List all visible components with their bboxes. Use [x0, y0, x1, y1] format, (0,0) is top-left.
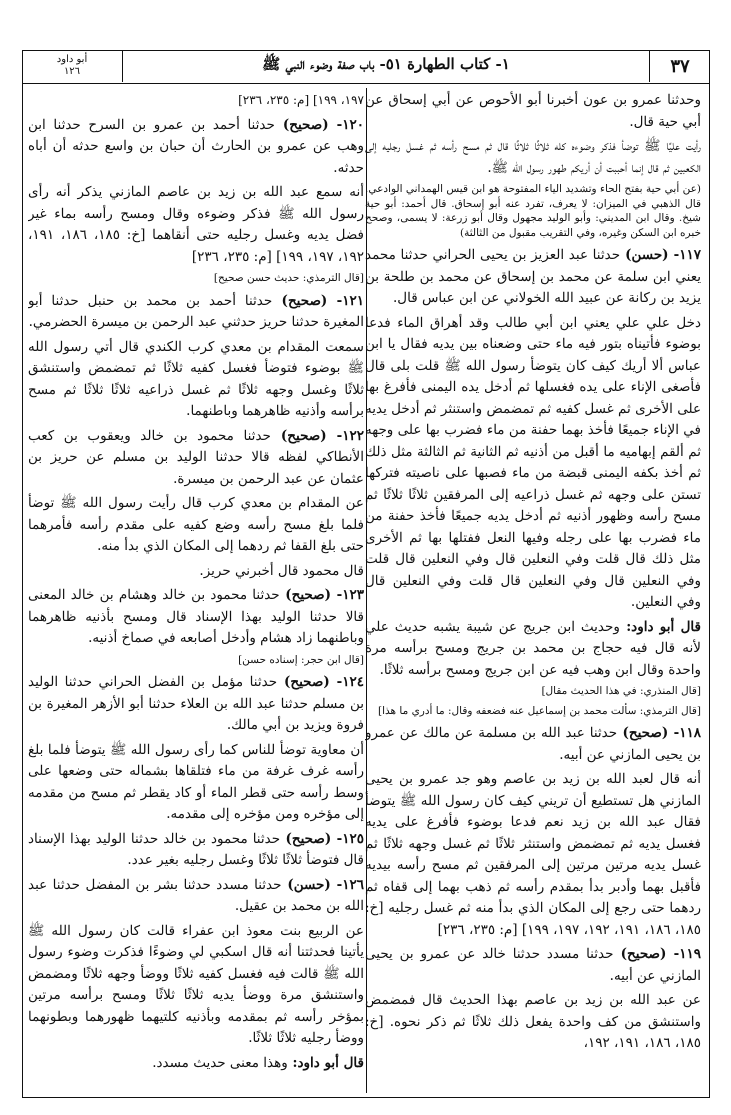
hadith-paragraph — [365, 769, 701, 941]
paragraph-text: سمعت المقدام بن معدي كرب الكندي قال أتي رسول الله ﷺ بوضوء فتوضأ فغسل كفيه ثلاثًا ثم تمضمض واستنشق ثلاثًا وغسل وجهه ثلاثًا ثم غسل ذراعيه ثلاثًا ثلاثًا ثم مسح برأسه وأذنيه ظاهرهما وباطنهما. — [28, 338, 364, 419]
page-number: ٣٧ — [649, 50, 710, 82]
left-column — [28, 90, 364, 1090]
paragraph-text: [قال المنذري: في هذا الحديث مقال] — [541, 685, 701, 697]
footnote — [28, 653, 364, 668]
hadith-paragraph — [365, 944, 701, 987]
hadith-number: ١٢٢- (صحيح) — [270, 427, 364, 444]
paragraph-text: حدثنا مسدد حدثنا بشر بن المفضل حدثنا عبد الله بن محمد بن عقيل. — [28, 876, 364, 914]
paragraph-text: حدثنا عبد العزيز بن يحيى الحراني حدثنا محمد يعني ابن سلمة عن محمد بن إسحاق عن محمد بن طلحة بن يزيد بن ركانة عن عبيد الله الخولاني عن ابن عباس قال. — [365, 247, 701, 306]
paragraph-text: عن الربيع بنت معوذ ابن عفراء قالت كان رسول الله ﷺ يأتينا فحدثتنا أنه قال اسكبي لي وضوءًا فذكرت وضوء رسول الله ﷺ قالت فيه فغسل كفيه ثلاثًا ووضأ وجهه ثلاثًا ومضمض واستنشق مرة ووضأ يديه ثلاثًا ثلاثًا ومسح برأسه مرتين بمؤخر رأسه ثم بمقدمه وبأذنيه كلتيهما ظهورهما وبطونهما ووضأ رجليه ثلاثًا ثلاثًا. — [28, 922, 364, 1046]
paragraph-text: عن المقدام بن معدي كرب قال رأيت رسول الله ﷺ توضأ فلما بلغ مسح رأسه وضع كفيه على مقدم رأسه فأمرهما حتى بلغ القفا ثم ردهما إلى المكان الذي بدأ منه. — [28, 495, 364, 554]
hadith-paragraph — [28, 115, 364, 180]
hadith-paragraph — [28, 875, 364, 918]
hadith-paragraph — [28, 1053, 364, 1075]
book-number: ١٢٦ — [63, 66, 81, 77]
hadith-number: ١٢٦- (حسن) — [281, 876, 364, 893]
paragraph-text: وحدثنا عمرو بن عون أخبرنا أبو الأحوص عن أبي إسحاق عن أبي حية قال. — [365, 92, 701, 130]
paragraph-text: أنه قال لعبد الله بن زيد بن عاصم وهو جد عمرو بن يحيى المازني هل تستطيع أن تريني كيف كان رسول الله ﷺ يتوضأ فقال عبد الله بن زيد نعم فدعا بوضوء فأفرغ على يديه فغسل يديه ثم تمضمض واستنثر ثلاثًا ثم غسل وجهه ثلاثًا ثم غسل يديه مرتين مرتين إلى المرفقين ثم مسح رأسه بيديه فأقبل بهما وأدبر بدأ بمقدم رأسه ثم ذهب بهما إلى قفاه ثم ردهما حتى رجع إلى المكان الذي بدأ منه ثم غسل رجليه [خ: ١٨٥، ١٨٦، ١٩١، ١٩٢، ١٩٧، ١٩٩] [م: ٢٣٥، ٢٣٦] — [365, 771, 701, 938]
footnote — [365, 704, 701, 719]
footnote — [365, 684, 701, 699]
hadith-paragraph — [365, 313, 701, 614]
paragraph-text: وحديث ابن جريج عن شيبة يشبه حديث علي لأنه قال فيه حجاج بن محمد بن جريج ومسح برأسه مرة واحدة وقال ابن وهب فيه عن ابن جريج ومسح برأسه ثلاثًا. — [365, 618, 701, 678]
paragraph-text: حدثنا محمود بن خالد حدثنا الوليد بهذا الإسناد قال فتوضأ ثلاثًا ثلاثًا وغسل رجليه بغير عدد. — [28, 830, 364, 868]
paragraph-text: حدثنا مسدد حدثنا خالد عن عمرو بن يحيى المازني عن أبيه. — [365, 946, 701, 984]
chapter-title: ١- كتاب الطهارة ٥١- باب صفة وضوء النبي ﷺ — [262, 55, 510, 73]
hadith-paragraph — [28, 182, 364, 268]
paragraph-text: حدثنا أحمد بن محمد بن حنبل حدثنا أبو المغيرة حدثنا حريز حدثني عبد الرحمن بن ميسرة الحضرمي. — [28, 292, 364, 330]
hadith-number: قال أبو داود: — [619, 618, 701, 635]
paragraph-text: وهذا معنى حديث مسدد. — [152, 1054, 288, 1071]
hadith-number: ١٢٣- (صحيح) — [279, 587, 364, 603]
hadith-paragraph — [28, 90, 364, 112]
paragraph-text: دخل علي علي يعني ابن أبي طالب وقد أهراق الماء فدعا بوضوء فأتيناه بتور فيه ماء حتى وضعناه بين يديه فقال يا ابن عباس ألا أريك كيف كان يتوضأ رسول الله ﷺ قلت بلى قال فأصغى الإناء على يده فغسلها ثم أدخل يده اليمنى فأفرغ بها على الأخرى ثم غسل كفيه ثم تمضمض واستنثر ثم أدخل يديه في الإناء جميعًا فأخذ بهما حفنة من ماء فضرب بها على وجهه ثم ألقم إبهاميه ما أقبل من أذنيه ثم الثانية ثم الثالثة مثل ذلك ثم أخذ بكفه اليمنى قبضة من ماء فصبها على ناصيته فتركها تستن على وجهه ثم غسل ذراعيه إلى المرفقين ثلاثًا ثلاثًا ثم مسح رأسه وظهور أذنيه ثم أدخل يديه جميعًا فأخذ حفنة من ماء فضرب بها على رجله وفيها النعل ففتلها بها ثم الأخرى مثل ذلك قال قلت وفي النعلين قال وفي النعلين قال قلت وفي النعلين قال وفي النعلين قال قلت وفي النعلين قال وفي النعلين. — [365, 314, 701, 610]
paragraph-text: أن معاوية توضأ للناس كما رأى رسول الله ﷺ يتوضأ فلما بلغ رأسه غرف غرفة من ماء فتلقاها بشماله حتى وضعها على وسط رأسه حتى قطر الماء أو كاد يقطر ثم مسح من مقدمه إلى مؤخره ومن مؤخره إلى مقدمه. — [28, 741, 364, 822]
paragraph-text: (عن أبي حية بفتح الحاء وتشديد الياء المفتوحة هو ابن قيس الهمداني الوادعي. قال الذهبي في الميزان: لا يعرف، تفرد عنه أبو إسحاق. قال أحمد: أبو حية شيخ. وقال ابن المديني: وأبو الوليد مجهول وقال أبو زرعة: لا يسمى، وصحح خبره ابن السكن وغيره، وفي التقريب مقبول من الثالثة) — [365, 183, 701, 239]
hadith-paragraph — [28, 672, 364, 737]
paragraph-text: [قال الترمذي: سألت محمد بن إسماعيل عنه فضعفه وقال: ما أدري ما هذا] — [378, 704, 701, 717]
right-column — [365, 90, 701, 1090]
paragraph-text: قال محمود قال أخبرني حريز. — [199, 562, 364, 579]
paragraph-text: حدثنا عبد الله بن مسلمة عن مالك عن عمرو بن يحيى المازني عن أبيه. — [365, 725, 701, 763]
hadith-number: ١١٨- (صحيح) — [617, 725, 701, 741]
hadith-paragraph — [28, 740, 364, 826]
hadith-paragraph — [28, 921, 364, 1050]
hadith-number: ١٢١- (صحيح) — [272, 292, 364, 309]
hadith-paragraph — [365, 90, 701, 133]
hadith-paragraph — [365, 245, 701, 310]
hadith-paragraph — [28, 829, 364, 872]
paragraph-text: أنه سمع عبد الله بن زيد بن عاصم المازني يذكر أنه رأى رسول الله ﷺ فذكر وضوءه وقال ومسح رأسه بماء غير فضل يديه وغسل رجليه حتى أنقاهما [خ: ١٨٥، ١٨٦، ١٩١، ١٩٢، ١٩٧، ١٩٩] [م: ٢٣٥، ٢٣٦] — [28, 184, 364, 265]
paragraph-text: حدثنا محمود بن خالد وهشام بن خالد المعنى قالا حدثنا الوليد بهذا الإسناد قال ومسح بأذنيه ظاهرهما وباطنهما زاد هشام وأدخل أصابعه في صماخ أذنيه. — [28, 587, 364, 646]
hadith-number: ١٢٤- (صحيح) — [277, 674, 364, 690]
paragraph-text: حدثنا محمود بن خالد ويعقوب بن كعب الأنطاكي لفظه قالا حدثنا الوليد بن مسلم عن حريز بن عثمان عن عبد الرحمن بن ميسرة. — [28, 427, 364, 487]
paragraph-text: حدثنا أحمد بن عمرو بن السرح حدثنا ابن وهب عن عمرو بن الحارث أن حبان بن واسع حدثه أن أباه حدثه. — [28, 116, 364, 176]
footnote — [28, 271, 364, 286]
hadith-paragraph — [28, 291, 364, 334]
hadith-paragraph — [365, 136, 701, 179]
hadith-paragraph — [28, 493, 364, 558]
hadith-number: ١٢٠- (صحيح) — [274, 116, 364, 133]
hadith-paragraph — [28, 561, 364, 583]
paragraph-text: عن عبد الله بن زيد بن عاصم بهذا الحديث قال فمضمض واستنشق من كف واحدة يفعل ذلك ثلاثًا ثم ذكر نحوه. [خ: ١٨٥، ١٨٦، ١٩١، ١٩٢، — [365, 992, 701, 1051]
hadith-paragraph — [28, 426, 364, 491]
paragraph-text: حدثنا مؤمل بن الفضل الحراني حدثنا الوليد بن مسلم حدثنا عبد الله بن العلاء حدثنا أبو الأزهر المغيرة بن فروة ويزيد بن أبي مالك. — [28, 674, 364, 733]
hadith-paragraph — [365, 617, 701, 682]
footnote — [365, 182, 701, 240]
paragraph-text: [قال ابن حجر: إسناده حسن] — [238, 653, 364, 666]
hadith-paragraph — [28, 337, 364, 423]
paragraph-text: [قال الترمذي: حديث حسن صحيح] — [213, 272, 364, 284]
book-name: أبو داود — [56, 54, 88, 65]
hadith-number: ١١٧- (حسن) — [620, 247, 701, 263]
hadith-number: قال أبو داود: — [287, 1054, 364, 1071]
running-header — [22, 50, 710, 84]
hadith-paragraph — [365, 990, 701, 1055]
paragraph-text: رأيت عليًا ﷺ توضأ فذكر وضوءه كله ثلاثًا ثلاثًا قال ثم مسح رأسه ثم غسل رجليه إلى الكعبين ثم قال إنما أحببت أن أريكم طهور رسول الله ﷺ. — [365, 138, 701, 176]
book-reference — [22, 50, 123, 82]
hadith-number: ١٢٥- (صحيح) — [280, 830, 364, 847]
paragraph-text: ١٩٧، ١٩٩] [م: ٢٣٥، ٢٣٦] — [238, 93, 364, 107]
hadith-paragraph — [365, 723, 701, 766]
hadith-paragraph — [28, 585, 364, 650]
hadith-number: ١١٩- (صحيح) — [613, 946, 701, 962]
